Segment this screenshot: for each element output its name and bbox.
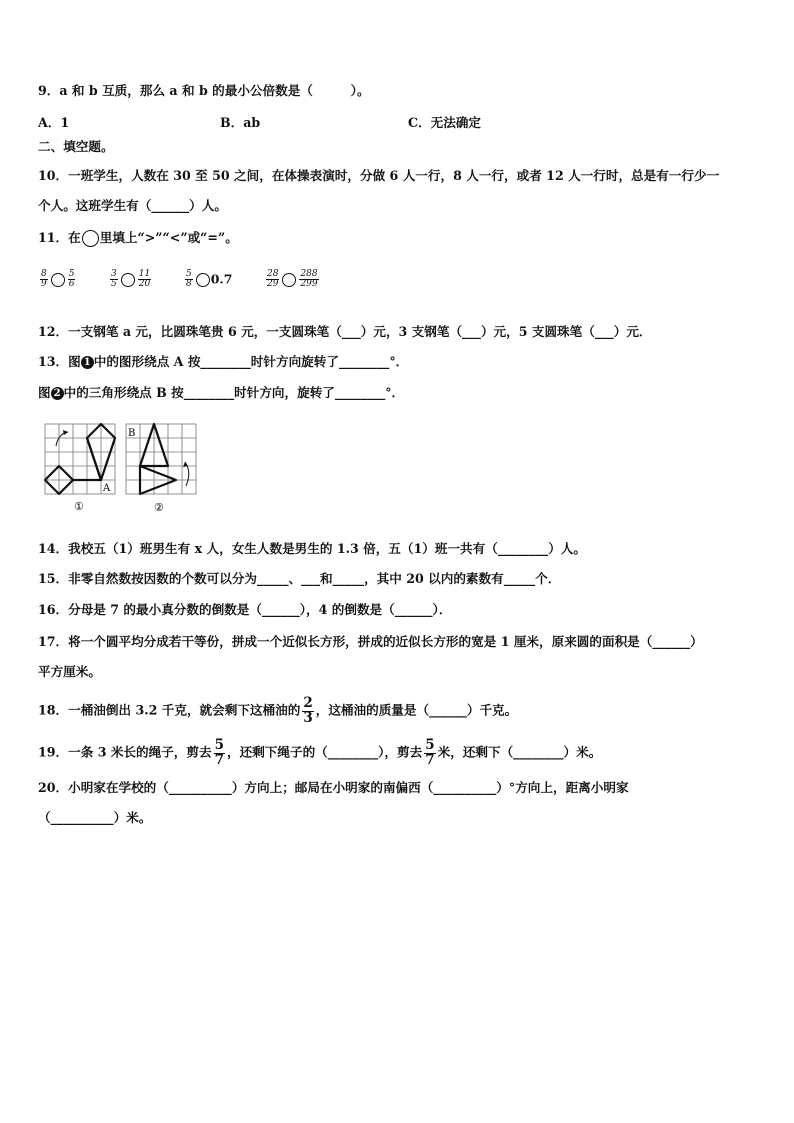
compare-item-3: $\frac{5}{8}$ 0.7 [186,269,233,289]
point-a-label: A [103,483,111,494]
option-a: A．1 [38,115,70,130]
question-9: 9．a 和 b 互质，那么 a 和 b 的最小公倍数是（ ）。 [38,83,370,98]
question-15: 15．非零自然数按因数的个数可以分为_____、___和_____，其中 20 以内的素数有_____个． [38,571,561,586]
figure-1-marker-icon: 1 [81,356,94,369]
compare-circle-icon [121,273,135,287]
option-b: B．ab [220,115,261,130]
question-20-line-2: （__________）米。 [38,810,152,825]
grid-figure-2 [126,424,196,494]
rotation-arrow-icon-1 [56,432,68,446]
compare-item-1: $\frac{8}{9}$ $\frac{5}{6}$ [41,269,75,289]
point-b-label: B [128,428,136,439]
question-12: 12．一支钢笔 a 元，比圆珠笔贵 6 元，一支圆珠笔（___）元，3 支钢笔（___）元，5 支圆珠笔（___）元． [38,324,652,339]
question-13-line-2: 图 2 中的三角形绕点 B 按________时针方向，旋转了________°． [38,385,405,400]
question-11: 11．在 里填上“>”“<”或“=”。 [38,230,238,245]
compare-item-2: $\frac{3}{5}$ $\frac{11}{20}$ [111,269,151,289]
compare-circle-icon [196,273,210,287]
shape-figure-2 [140,424,176,494]
compare-circle-icon [51,273,65,287]
question-16: 16．分母是 7 的最小真分数的倒数是（______），4 的倒数是（______）． [38,602,452,617]
question-11-items [38,270,758,300]
question-17-line-1: 17．将一个圆平均分成若干等份，拼成一个近似长方形，拼成的近似长方形的宽是 1 厘米，原来圆的面积是（______） [38,634,703,649]
question-13-line-1: 13．图 1 中的图形绕点 A 按________时针方向旋转了________°． [38,354,409,369]
question-10-line-1: 10．一班学生，人数在 30 至 50 之间，在体操表演时，分做 6 人一行，8 人一行，或者 12 人一行时，总是有一行少一 [38,168,720,183]
compare-circle-icon [82,230,99,247]
question-17-line-2: 平方厘米。 [38,664,101,679]
question-18: 18．一桶油倒出 3.2 千克，就会剩下这桶油的 $\frac{2}{3}$ ，这桶油的质量是（______）千克。 [38,695,518,726]
option-c: C．无法确定 [408,115,481,130]
question-14: 14．我校五（1）班男生有 x 人，女生人数是男生的 1.3 倍，五（1）班一共有（________）人。 [38,541,586,556]
compare-circle-icon [282,273,296,287]
question-10-line-2: 个人。这班学生有（______）人。 [38,198,227,213]
figure-2-caption: ② [154,501,164,514]
section-heading: 二、填空题。 [38,139,114,154]
figure-1-caption: ① [74,500,84,513]
question-20-line-1: 20．小明家在学校的（__________）方向上；邮局在小明家的南偏西（__________）°方向上，距离小明家 [38,780,629,795]
figure-2-marker-icon: 2 [51,387,64,400]
compare-item-4: $\frac{28}{29}$ $\frac{288}{299}$ [267,269,318,289]
rotation-figures [40,420,200,516]
question-19: 19．一条 3 米长的绳子，剪去 $\frac{5}{7}$ ，还剩下绳子的（________），剪去 $\frac{5}{7}$ 米，还剩下（________）米。 [38,737,602,768]
